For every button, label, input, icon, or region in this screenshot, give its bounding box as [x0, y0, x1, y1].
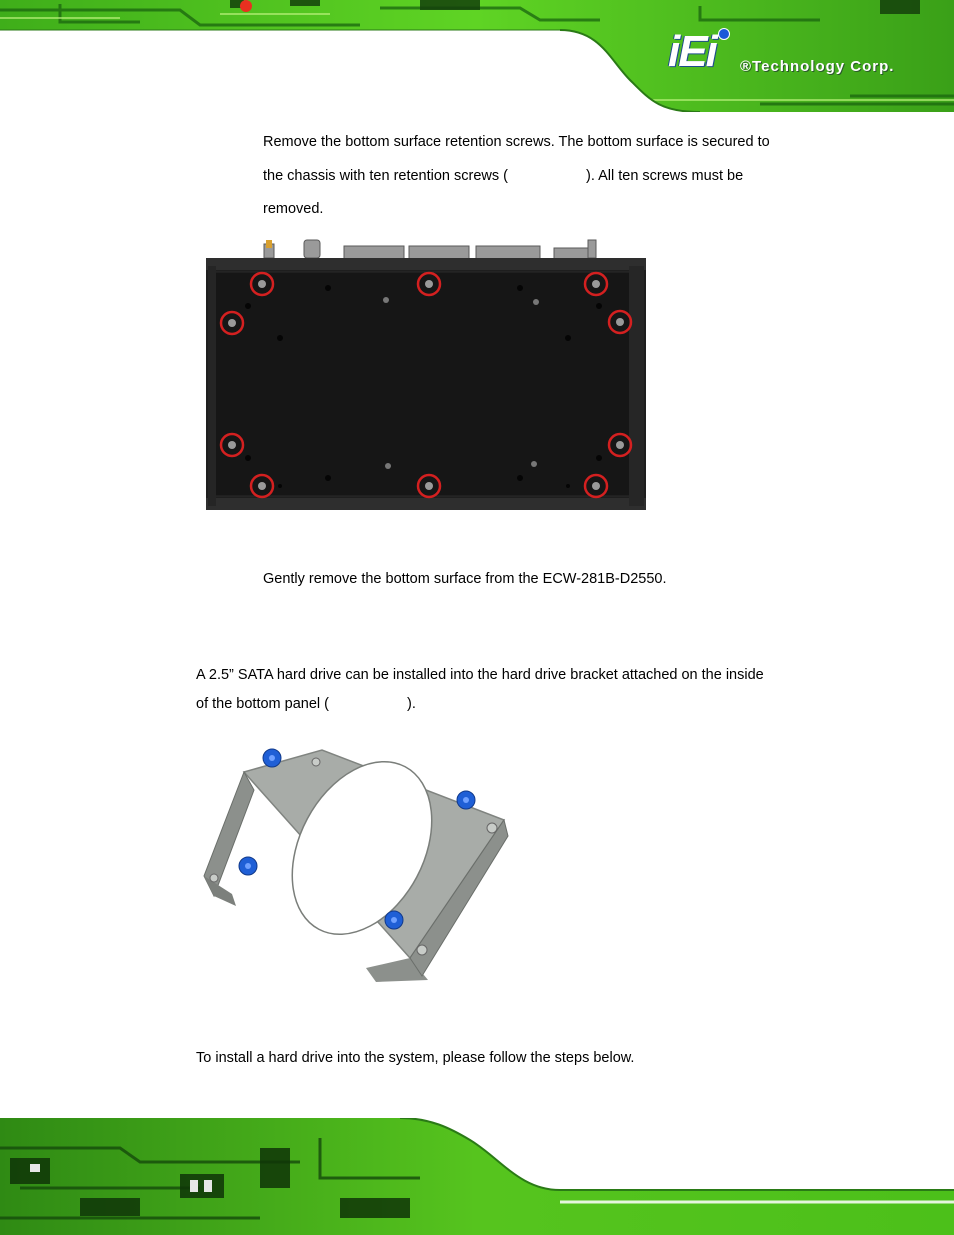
- para1-line2: of the bottom panel ( ).: [196, 696, 416, 712]
- para1-line1: A 2.5” SATA hard drive can be installed into the hard drive bracket attached on the inside: [196, 667, 764, 683]
- hdd-bracket-figure: [196, 736, 516, 991]
- step1-line1: Remove the bottom surface retention screws. The bottom surface is secured to: [263, 134, 770, 150]
- page-header: [0, 0, 954, 112]
- logo-mark: iEi: [668, 27, 716, 76]
- page-footer: [0, 1118, 954, 1235]
- logo-dot-icon: [718, 28, 730, 40]
- step2-text: Gently remove the bottom surface from the ECW-281B-D2550.: [263, 571, 667, 587]
- para2-text: To install a hard drive into the system, please follow the steps below.: [196, 1050, 635, 1066]
- bottom-panel-figure: [204, 236, 648, 519]
- hdd-bracket-image: [196, 736, 516, 986]
- iei-logo: [668, 26, 928, 86]
- logo-company-name: ®Technology Corp.: [740, 58, 895, 75]
- step1-line3: removed.: [263, 201, 324, 217]
- step1-line2: the chassis with ten retention screws ( ). All ten screws must be: [263, 168, 744, 184]
- pcb-footer-graphic: [0, 1118, 954, 1235]
- bottom-panel-image: [204, 236, 648, 514]
